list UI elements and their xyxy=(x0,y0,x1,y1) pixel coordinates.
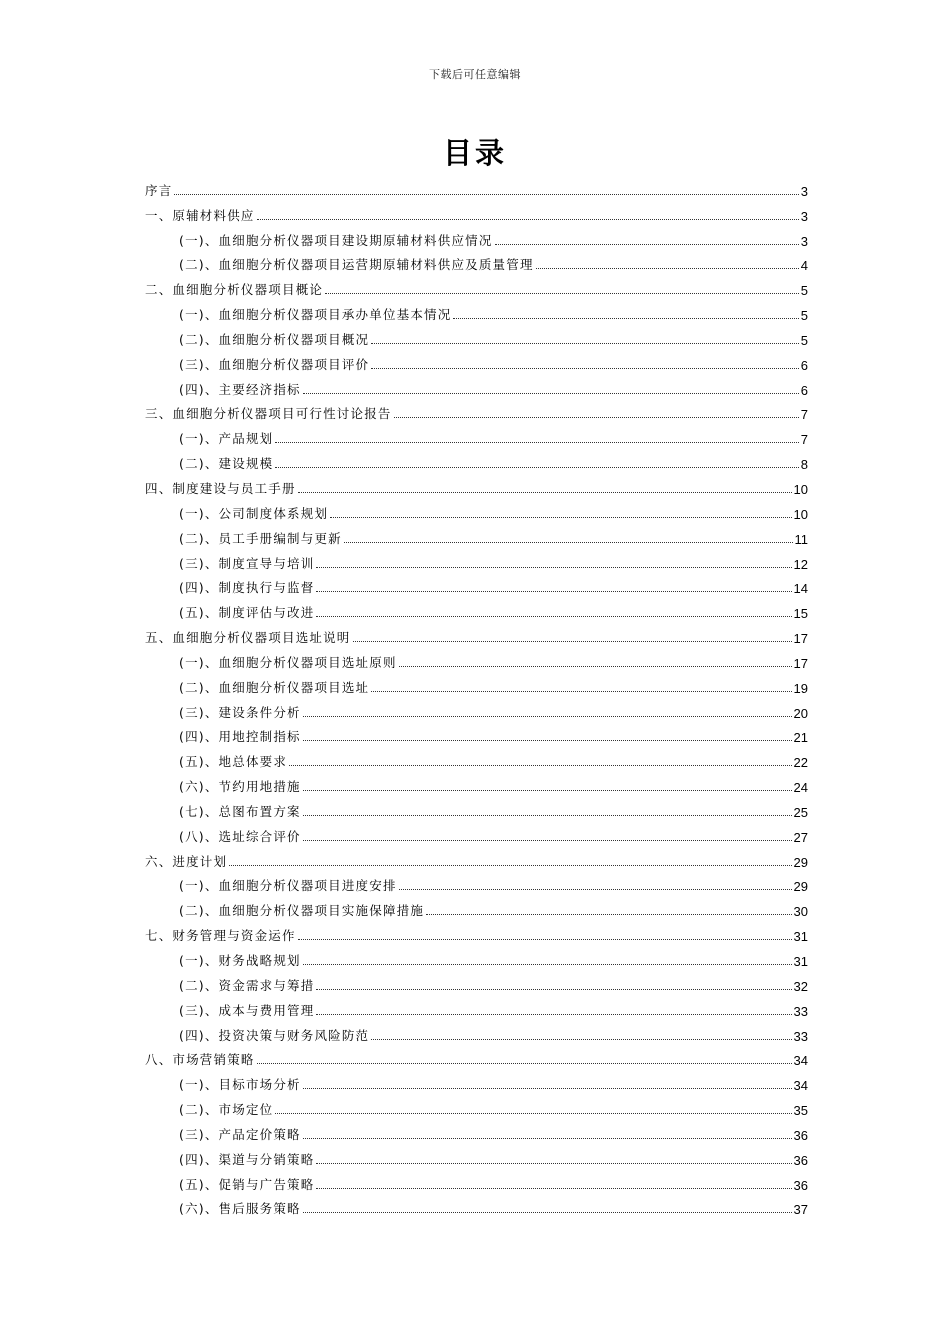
toc-entry[interactable] xyxy=(145,621,808,646)
page-header-note: 下载后可任意编辑 xyxy=(429,68,521,81)
toc-entry-title: (二)、员工手册编制与更新 xyxy=(179,530,342,546)
toc-leader-dots xyxy=(303,716,792,717)
toc-entry[interactable] xyxy=(145,596,808,621)
toc-entry-page-number: 36 xyxy=(793,1127,808,1143)
toc-entry-title: (四)、用地控制指标 xyxy=(179,729,301,745)
toc-entry-page-number: 15 xyxy=(793,606,808,622)
toc-entry-page-number: 8 xyxy=(800,457,808,473)
toc-entry-page-number: 34 xyxy=(793,1078,808,1094)
toc-leader-dots xyxy=(316,591,791,592)
toc-entry-page-number: 22 xyxy=(793,755,808,771)
toc-leader-dots xyxy=(303,840,792,841)
toc-entry[interactable] xyxy=(145,994,808,1019)
toc-entry-title: (一)、血细胞分析仪器项目选址原则 xyxy=(179,654,397,670)
toc-entry-title: (三)、建设条件分析 xyxy=(179,704,301,720)
toc-entry-title: (四)、制度执行与监督 xyxy=(179,580,315,596)
toc-entry-page-number: 3 xyxy=(800,183,808,199)
toc-entry-page-number: 34 xyxy=(793,1053,808,1069)
toc-entry-title: (三)、产品定价策略 xyxy=(179,1126,301,1142)
toc-entry-title: (四)、主要经济指标 xyxy=(179,381,301,397)
toc-entry-page-number: 24 xyxy=(793,780,808,796)
toc-entry-title: (二)、资金需求与筹措 xyxy=(179,977,315,993)
toc-entry-title: (四)、投资决策与财务风险防范 xyxy=(179,1027,370,1043)
toc-entry[interactable] xyxy=(145,522,808,547)
toc-leader-dots xyxy=(325,293,799,294)
toc-leader-dots xyxy=(303,790,792,791)
toc-entry[interactable] xyxy=(145,199,808,224)
toc-entry-title: (六)、售后服务策略 xyxy=(179,1201,301,1217)
toc-entry-page-number: 27 xyxy=(793,829,808,845)
toc-leader-dots xyxy=(316,616,791,617)
toc-entry-page-number: 25 xyxy=(793,804,808,820)
toc-entry[interactable] xyxy=(145,1068,808,1093)
toc-entry-page-number: 21 xyxy=(793,730,808,746)
toc-leader-dots xyxy=(316,989,791,990)
toc-leader-dots xyxy=(257,1063,792,1064)
toc-entry[interactable] xyxy=(145,1143,808,1168)
toc-entry-page-number: 4 xyxy=(800,258,808,274)
toc-entry-page-number: 37 xyxy=(793,1202,808,1218)
toc-entry-title: (一)、血细胞分析仪器项目建设期原辅材料供应情况 xyxy=(179,232,493,248)
toc-leader-dots xyxy=(303,815,792,816)
toc-entry[interactable] xyxy=(145,224,808,249)
toc-entry[interactable] xyxy=(145,1118,808,1143)
toc-entry[interactable] xyxy=(145,249,808,274)
toc-entry[interactable] xyxy=(145,820,808,845)
toc-leader-dots xyxy=(298,492,792,493)
toc-entry-page-number: 11 xyxy=(794,531,808,547)
toc-entry-page-number: 17 xyxy=(793,631,808,647)
toc-leader-dots xyxy=(316,1188,791,1189)
toc-entry-title: (三)、血细胞分析仪器项目评价 xyxy=(179,356,370,372)
toc-entry-page-number: 17 xyxy=(793,655,808,671)
toc-entry[interactable] xyxy=(145,572,808,597)
toc-leader-dots xyxy=(303,1088,792,1089)
toc-entry-page-number: 3 xyxy=(800,233,808,249)
toc-leader-dots xyxy=(303,740,792,741)
toc-entry-page-number: 14 xyxy=(793,581,808,597)
toc-leader-dots xyxy=(174,194,798,195)
toc-entry[interactable] xyxy=(145,671,808,696)
toc-entry-title: 四、制度建设与员工手册 xyxy=(145,480,296,496)
toc-entry-title: (一)、血细胞分析仪器项目进度安排 xyxy=(179,878,397,894)
toc-entry[interactable] xyxy=(145,944,808,969)
toc-leader-dots xyxy=(303,1138,792,1139)
toc-entry-page-number: 12 xyxy=(793,556,808,572)
toc-entry-page-number: 29 xyxy=(793,854,808,870)
toc-entry-title: (五)、地总体要求 xyxy=(179,754,288,770)
toc-entry-page-number: 19 xyxy=(793,680,808,696)
toc-entry-title: 五、血细胞分析仪器项目选址说明 xyxy=(145,630,351,646)
toc-leader-dots xyxy=(316,1014,791,1015)
toc-entry-title: (一)、财务战略规划 xyxy=(179,953,301,968)
toc-entry-page-number: 33 xyxy=(793,1003,808,1019)
toc-entry-title: (二)、建设规模 xyxy=(179,456,274,472)
toc-leader-dots xyxy=(353,641,792,642)
toc-entry-title: (五)、促销与广告策略 xyxy=(179,1176,315,1192)
toc-entry-title: 序言 xyxy=(145,182,173,198)
toc-entry-page-number: 31 xyxy=(793,954,808,969)
toc-entry-page-number: 6 xyxy=(800,357,808,373)
toc-entry[interactable] xyxy=(145,721,808,746)
toc-entry[interactable] xyxy=(145,894,808,919)
toc-entry-title: 一、原辅材料供应 xyxy=(145,207,255,223)
toc-entry-title: (七)、总图布置方案 xyxy=(179,803,301,819)
toc-entry-title: 八、市场营销策略 xyxy=(145,1052,255,1068)
toc-entry-page-number: 30 xyxy=(793,904,808,920)
toc-entry[interactable] xyxy=(145,919,808,944)
toc-entry-title: (二)、血细胞分析仪器项目实施保障措施 xyxy=(179,903,425,919)
toc-entry-page-number: 10 xyxy=(793,506,808,522)
toc-entry[interactable] xyxy=(145,1044,808,1069)
toc-entry-page-number: 32 xyxy=(793,978,808,994)
toc-leader-dots xyxy=(536,268,799,269)
table-of-contents xyxy=(145,174,808,1217)
toc-leader-dots xyxy=(298,939,792,940)
toc-leader-dots xyxy=(371,1039,791,1040)
toc-entry[interactable] xyxy=(145,472,808,497)
toc-leader-dots xyxy=(303,964,792,965)
toc-entry[interactable] xyxy=(145,770,808,795)
toc-entry[interactable] xyxy=(145,174,808,199)
toc-leader-dots xyxy=(399,889,792,890)
toc-entry-title: 二、血细胞分析仪器项目概论 xyxy=(145,282,324,298)
toc-leader-dots xyxy=(303,1212,792,1213)
toc-entry-page-number: 7 xyxy=(800,407,808,423)
toc-entry-page-number: 10 xyxy=(793,481,808,497)
toc-leader-dots xyxy=(303,393,799,394)
toc-entry-page-number: 36 xyxy=(793,1152,808,1168)
toc-entry[interactable] xyxy=(145,969,808,994)
toc-entry-page-number: 5 xyxy=(800,283,808,299)
toc-entry-page-number: 5 xyxy=(800,332,808,348)
toc-entry-page-number: 20 xyxy=(793,705,808,721)
toc-entry-title: 七、财务管理与资金运作 xyxy=(145,928,296,944)
toc-entry[interactable] xyxy=(145,1168,808,1193)
toc-entry[interactable] xyxy=(145,447,808,472)
toc-entry[interactable] xyxy=(145,646,808,671)
toc-entry-title: (五)、制度评估与改进 xyxy=(179,605,315,621)
toc-entry-page-number: 36 xyxy=(793,1177,808,1193)
toc-leader-dots xyxy=(330,517,791,518)
toc-entry-title: (二)、血细胞分析仪器项目选址 xyxy=(179,679,370,695)
toc-entry[interactable] xyxy=(145,795,808,820)
toc-entry-page-number: 3 xyxy=(800,208,808,224)
toc-leader-dots xyxy=(344,542,793,543)
toc-entry-page-number: 35 xyxy=(793,1103,808,1119)
toc-leader-dots xyxy=(399,666,792,667)
toc-entry[interactable] xyxy=(145,348,808,373)
toc-entry-title: (三)、成本与费用管理 xyxy=(179,1002,315,1018)
toc-entry-title: (六)、节约用地措施 xyxy=(179,779,301,795)
toc-entry[interactable] xyxy=(145,298,808,323)
toc-entry-page-number: 33 xyxy=(793,1028,808,1044)
toc-leader-dots xyxy=(394,417,799,418)
toc-leader-dots xyxy=(371,691,791,692)
toc-entry[interactable] xyxy=(145,398,808,423)
toc-entry-title: (四)、渠道与分销策略 xyxy=(179,1151,315,1167)
toc-entry-page-number: 31 xyxy=(793,929,808,945)
toc-leader-dots xyxy=(257,219,799,220)
toc-entry-title: (一)、目标市场分析 xyxy=(179,1077,301,1093)
toc-entry[interactable] xyxy=(145,547,808,572)
toc-entry-title: (二)、血细胞分析仪器项目运营期原辅材料供应及质量管理 xyxy=(179,257,534,273)
toc-entry[interactable] xyxy=(145,323,808,348)
toc-entry[interactable] xyxy=(145,1193,808,1218)
toc-leader-dots xyxy=(426,914,791,915)
toc-entry[interactable] xyxy=(145,1093,808,1118)
toc-leader-dots xyxy=(495,244,799,245)
toc-entry-title: (一)、公司制度体系规划 xyxy=(179,505,329,521)
toc-entry-page-number: 6 xyxy=(800,382,808,398)
toc-entry-page-number: 5 xyxy=(800,308,808,324)
toc-entry[interactable] xyxy=(145,1019,808,1044)
toc-leader-dots xyxy=(316,1163,791,1164)
toc-leader-dots xyxy=(275,467,798,468)
toc-entry[interactable] xyxy=(145,870,808,895)
page-title: 目录 xyxy=(442,136,507,170)
toc-entry-page-number: 7 xyxy=(800,432,808,448)
toc-entry[interactable] xyxy=(145,422,808,447)
toc-leader-dots xyxy=(275,1113,791,1114)
toc-entry[interactable] xyxy=(145,373,808,398)
toc-entry[interactable] xyxy=(145,497,808,522)
toc-entry-title: 三、血细胞分析仪器项目可行性讨论报告 xyxy=(145,406,392,422)
toc-entry-title: (八)、选址综合评价 xyxy=(179,828,301,844)
toc-entry[interactable] xyxy=(145,273,808,298)
toc-leader-dots xyxy=(371,343,799,344)
toc-leader-dots xyxy=(453,318,798,319)
toc-entry-title: (一)、血细胞分析仪器项目承办单位基本情况 xyxy=(179,307,452,323)
toc-entry-title: (二)、市场定位 xyxy=(179,1102,274,1118)
toc-entry-title: (二)、血细胞分析仪器项目概况 xyxy=(179,331,370,347)
toc-leader-dots xyxy=(229,865,791,866)
toc-leader-dots xyxy=(289,765,791,766)
toc-entry-title: 六、进度计划 xyxy=(145,853,228,869)
toc-entry[interactable] xyxy=(145,745,808,770)
toc-entry[interactable] xyxy=(145,696,808,721)
toc-entry[interactable] xyxy=(145,845,808,870)
toc-leader-dots xyxy=(371,368,799,369)
toc-entry-title: (一)、产品规划 xyxy=(179,431,274,447)
toc-leader-dots xyxy=(275,442,798,443)
toc-entry-page-number: 29 xyxy=(793,879,808,895)
toc-leader-dots xyxy=(316,567,791,568)
toc-entry-title: (三)、制度宣导与培训 xyxy=(179,555,315,571)
